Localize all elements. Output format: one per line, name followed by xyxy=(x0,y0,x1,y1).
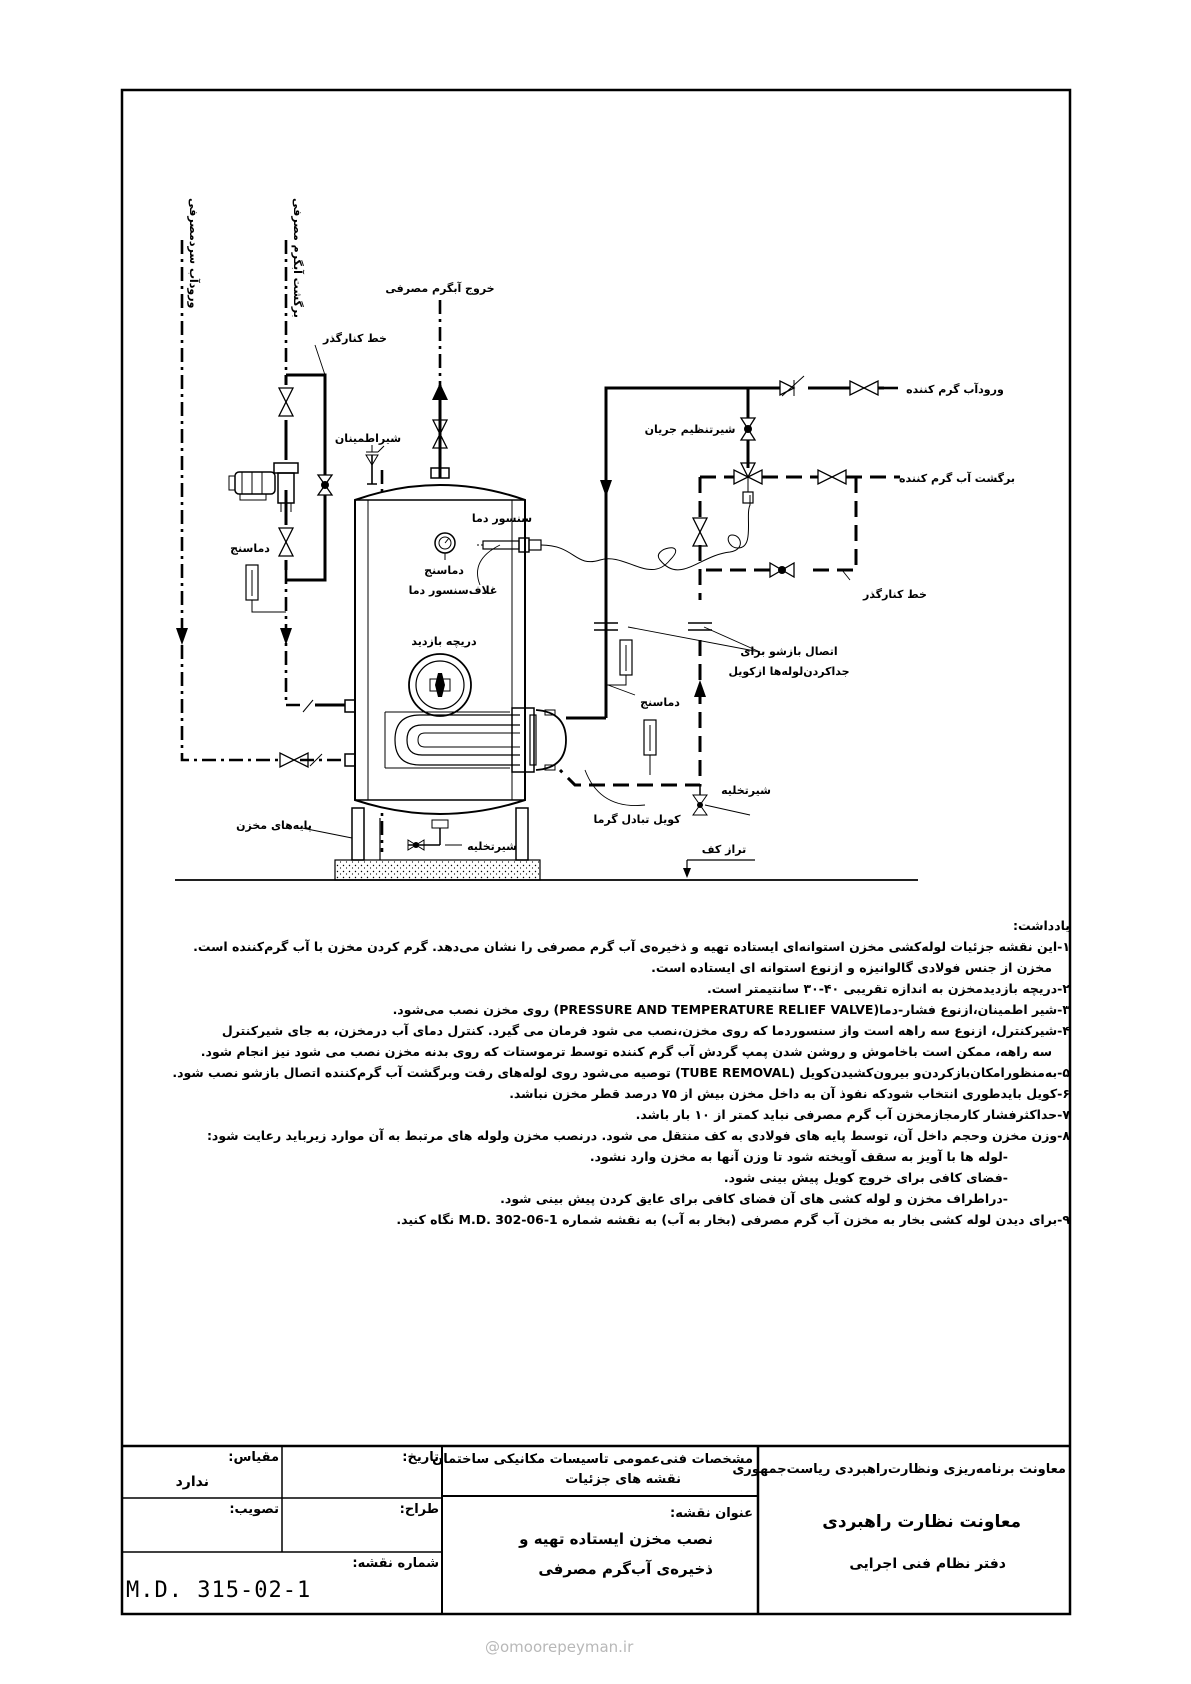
label-heater-return: برگشت آب گرم کننده xyxy=(898,472,1016,485)
return-drain-valve xyxy=(693,785,707,815)
three-way-control-valve xyxy=(734,463,762,503)
label-union-note-2: جداکردن‌لوله‌ها ازکویل xyxy=(728,665,850,678)
designer-label: طراح: xyxy=(399,1502,439,1517)
return-gate-valve-bottom xyxy=(279,528,293,556)
drawing-title-line-2: ذخیره‌ی آب‌گرم مصرفی xyxy=(538,1560,713,1578)
bypass-check-valve-right xyxy=(770,563,794,577)
note-subitem: -لوله ها با آویز به سقف آویخته شود تا وزن آنها به مخزن وارد نشود. xyxy=(589,1149,1008,1164)
title-label: عنوان نقشه: xyxy=(670,1506,753,1521)
heater-inlet-check-valve xyxy=(780,376,804,396)
label-thermometer-tank: دماسنج xyxy=(424,564,464,577)
note-item: ۵-به‌منظورامکان‌بازکردن‌و بیرون‌کشیدن‌کویل (TUBE REMOVAL) توصیه می‌شود روی لوله‌های رفت وبرگشت آب گرم‌کننده اتصال بازشو نصب شود. xyxy=(172,1065,1070,1080)
label-tank-legs: پایه‌های مخزن xyxy=(236,819,312,832)
label-union-note-1: اتصال بازشو برای xyxy=(740,645,838,658)
note-item: سه راهه، ممکن است باخاموش و روشن شدن پمپ گردش آب گرم کننده توسط ترموستات که روی بدنه مخزن نصب می شود نیز انجام شود. xyxy=(200,1044,1052,1059)
thermometer-left-icon xyxy=(246,565,286,612)
sensor-capillary xyxy=(541,495,750,570)
heater-supply-arrow xyxy=(600,480,612,497)
flow-balancing-valve xyxy=(741,418,755,440)
spec-line-1: مشخصات فنی‌عمومی تاسیسات مکانیکی ساختمان xyxy=(432,1452,753,1467)
sheet-border xyxy=(122,90,1070,1614)
foundation-pad xyxy=(335,860,540,880)
label-drain-right: شیرتخلیه xyxy=(721,784,771,797)
org-line: معاونت برنامه‌ریزی ونظارت‌راهبردی ریاست‌جمهوری xyxy=(732,1462,1066,1477)
scale-label: مقیاس: xyxy=(228,1450,279,1465)
note-item: ۸-وزن مخزن وحجم داخل آن، توسط پایه های فولادی به کف منتقل می شود. درنصب مخزن ولوله های مرتبط به آن موارد زیرباید رعایت شود: xyxy=(206,1128,1070,1143)
note-item: ۲-دریچه بازدیدمخزن به اندازه تقریبی ۴۰-۳۰ سانتیمتر است. xyxy=(707,981,1070,996)
return-gate-valve-top xyxy=(279,388,293,416)
label-drain-bottom: شیرتخلیه xyxy=(467,840,517,853)
label-thermometer-right: دماسنج xyxy=(640,696,680,709)
note-subitem: -دراطراف مخزن و لوله کشی های آن فضای کافی برای عایق کردن پیش بینی شود. xyxy=(500,1191,1008,1206)
org-office: دفتر نظام فنی اجرایی xyxy=(849,1556,1006,1572)
label-bypass-right: خط کنارگذر xyxy=(863,588,927,601)
outlet-arrow xyxy=(432,383,448,400)
label-hot-water-outlet: خروج آبگرم مصرفی xyxy=(385,282,495,295)
notes-heading: یادداشت: xyxy=(1012,918,1070,933)
label-manhole: دریچه بازدید xyxy=(411,635,477,648)
scale-value: ندارد xyxy=(175,1474,209,1490)
thermometer-return-icon xyxy=(644,720,656,775)
note-item: ۹-برای دیدن لوله کشی بخار به مخزن آب گرم مصرفی (بخار به آب) به نقشه شماره M.D. 302-06-1 نگاه کنید. xyxy=(396,1212,1070,1227)
label-flow-valve: شیرتنظیم جریان xyxy=(644,423,736,436)
date-label: تاریخ: xyxy=(402,1450,439,1465)
label-thermometer-left: دماسنج xyxy=(230,542,270,555)
label-heater-inlet: ورودآب گرم کننده xyxy=(906,383,1004,396)
note-item: ۱-این نقشه جزئیات لوله‌کشی مخزن استوانه‌ای ایستاده تهیه و ذخیره‌ی آب گرم مصرفی را نشان می‌دهد. گرم کردن مخزن با آب گرم‌کننده است. xyxy=(193,939,1070,954)
drawing-no-label: شماره نقشه: xyxy=(352,1556,439,1571)
label-hot-water-return: برگشت آبگرم مصرفی xyxy=(291,198,304,318)
approval-label: تصویب: xyxy=(229,1502,279,1517)
heater-return-arrow xyxy=(694,680,706,697)
label-sensor-sleeve: غلاف‌سنسور دما xyxy=(408,584,498,597)
bypass-check-valve-left xyxy=(318,475,332,495)
watermark: @omoorepeyman.ir xyxy=(485,1638,634,1656)
bottom-drain-valve xyxy=(408,820,448,850)
note-item: ۴-شیرکنترل، ازنوع سه راهه است واز سنسوردما که روی مخزن،نصب می شود فرمان می گیرد. کنترل دمای آب درمخزن، به جای شیرکنترل xyxy=(221,1023,1070,1038)
return-branch-valve xyxy=(693,518,707,546)
thermometer-supply-icon xyxy=(606,640,632,685)
circulation-pump-icon xyxy=(229,463,298,512)
label-floor-level: تراز کف xyxy=(701,843,747,856)
note-item: مخزن از جنس فولادی گالوانیزه و ازنوع استوانه ای ایستاده است. xyxy=(651,960,1052,975)
note-item: ۶-کویل بایدطوری انتخاب شودکه نفوذ آن به داخل مخزن بیش از ۷۵ درصد قطر مخزن نباشد. xyxy=(509,1086,1070,1101)
label-coil: کویل تبادل گرما xyxy=(593,813,681,826)
note-subitem: -فضای کافی برای خروج کویل پیش بینی شود. xyxy=(723,1170,1008,1185)
drawing-number: M.D. 315-02-1 xyxy=(126,1578,312,1603)
label-temp-sensor: سنسور دما xyxy=(471,512,533,525)
heater-return-gate-valve xyxy=(818,470,846,484)
spec-line-2: نقشه های جزئیات xyxy=(565,1472,681,1487)
label-cold-water-inlet: ورودآب سردمصرفی xyxy=(187,198,200,309)
floor-level-marker xyxy=(683,860,755,878)
label-bypass-left: خط کنارگذر xyxy=(323,332,387,345)
label-relief-valve: شیراطمینان xyxy=(334,432,402,445)
notes-section xyxy=(125,915,1070,1230)
heater-inlet-gate-valve xyxy=(850,381,878,395)
note-item: ۳-شیر اطمینان،ازنوع فشار-دما(PRESSURE AND TEMPERATURE RELIEF VALVE) روی مخزن نصب می‌شود. xyxy=(392,1002,1070,1017)
bypass-line-right xyxy=(700,477,856,570)
note-item: ۷-حداکثرفشار کارمجازمخزن آب گرم مصرفی نباید کمتر از ۱۰ بار باشد. xyxy=(635,1107,1070,1122)
cold-inlet-arrow xyxy=(176,628,188,645)
org-name: معاونت نظارت راهبردی xyxy=(822,1512,1021,1532)
drawing-title-line-1: نصب مخزن ایستاده تهیه و xyxy=(519,1530,713,1548)
